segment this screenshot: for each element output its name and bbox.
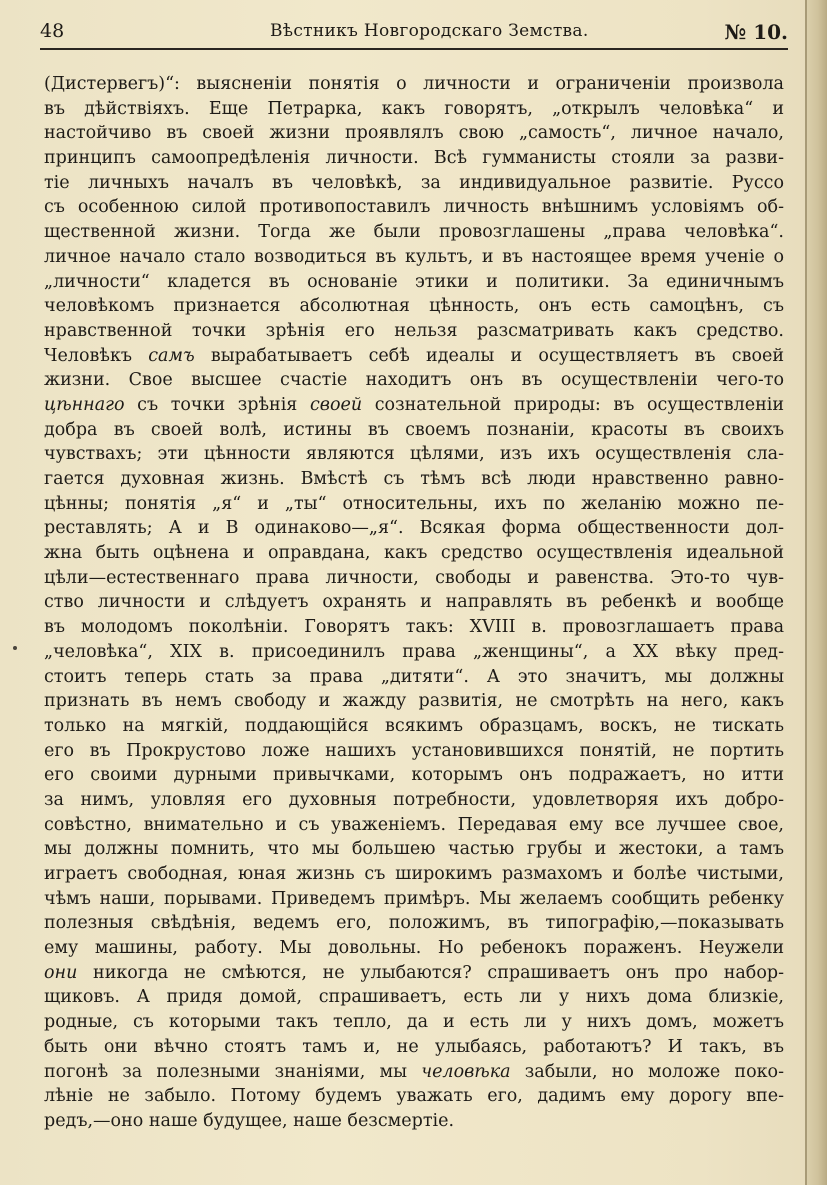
text-segment: цѣли—естественнаго права личности, свободы и равенства. Это-то чув-	[44, 567, 784, 588]
text-line	[44, 837, 784, 862]
text-line	[44, 689, 784, 714]
text-segment: реставлять; А и В одинаково—„я“. Всякая форма общественности дол-	[44, 518, 784, 539]
page-number: 48	[40, 20, 65, 42]
text-segment: совѣстно, внимательно и съ уваженіемъ. Передавая ему все лучшее свое,	[44, 814, 784, 835]
header-rule	[40, 48, 788, 50]
text-line	[44, 319, 784, 344]
text-segment: въ молодомъ поколѣніи. Говорятъ такъ: XVIII в. провозглашаетъ права	[44, 617, 784, 638]
text-line	[44, 665, 784, 690]
text-line	[44, 862, 784, 887]
text-segment: „человѣка“, XIX в. присоединилъ права „женщины“, а XX вѣку пред-	[44, 641, 784, 662]
text-line	[44, 936, 784, 961]
text-line	[44, 492, 784, 517]
text-line	[44, 344, 784, 369]
text-line	[44, 887, 784, 912]
text-line	[44, 97, 784, 122]
text-segment: мы должны помнить, что мы большею частью грубы и жестоки, а тамъ	[44, 839, 784, 860]
text-segment: „личности“ кладется въ основаніе этики и политики. За единичнымъ	[44, 271, 784, 292]
text-line	[44, 516, 784, 541]
text-line	[44, 195, 784, 220]
text-segment: съ точки зрѣнія	[124, 394, 310, 415]
text-line	[44, 1084, 784, 1109]
text-line	[44, 763, 784, 788]
text-segment: родные, съ которыми такъ тепло, да и есть ли у нихъ домъ, можетъ	[44, 1012, 784, 1033]
text-segment: добра въ своей волѣ, истины въ своемъ познаніи, красоты въ своихъ	[44, 419, 784, 440]
text-line	[44, 541, 784, 566]
text-segment: только на мягкій, поддающійся всякимъ образцамъ, воскъ, не тискать	[44, 715, 784, 736]
text-line	[44, 418, 784, 443]
text-line	[44, 615, 784, 640]
text-segment: погонѣ за полезными знаніями, мы	[44, 1061, 422, 1082]
text-segment: жизни. Свое высшее счастіе находитъ онъ въ осуществленіи чего-то	[44, 370, 784, 391]
text-segment: быть они вѣчно стоятъ тамъ и, не улыбаясь, работаютъ? И такъ, въ	[44, 1036, 784, 1057]
italic-text: своей	[309, 394, 363, 415]
text-segment: принципъ самоопредѣленія личности. Всѣ гумманисты стояли за разви-	[44, 148, 784, 169]
text-segment: съ особенною силой противопоставилъ личность внѣшнимъ условіямъ об-	[44, 197, 784, 218]
text-segment: чѣмъ наши, порывами. Приведемъ примѣръ. Мы желаемъ сообщить ребенку	[44, 888, 784, 909]
text-segment: нравственной точки зрѣнія его нельзя разсматривать какъ средство.	[44, 320, 784, 341]
text-line	[44, 270, 784, 295]
text-line	[44, 1109, 784, 1134]
text-line	[44, 739, 784, 764]
text-segment: признать въ немъ свободу и жажду развитія, не смотрѣть на него, какъ	[44, 691, 784, 712]
text-line	[44, 1060, 784, 1085]
body-text	[44, 72, 784, 1134]
text-line	[44, 985, 784, 1010]
italic-text: самъ	[148, 345, 195, 366]
text-line	[44, 220, 784, 245]
text-segment: щественной жизни. Тогда же были провозглашены „права человѣка“.	[44, 222, 784, 243]
text-line	[44, 714, 784, 739]
italic-text: они	[44, 962, 78, 983]
text-line	[44, 467, 784, 492]
page-header	[40, 20, 788, 46]
text-line	[44, 171, 784, 196]
text-segment: человѣкомъ признается абсолютная цѣнность, онъ есть самоцѣнъ, съ	[44, 296, 784, 317]
text-segment: щиковъ. А придя домой, спрашиваетъ, есть ли у нихъ дома близкіе,	[44, 987, 784, 1008]
page-edge	[805, 0, 827, 1185]
text-line	[44, 294, 784, 319]
text-segment: стоитъ теперь стать за права „дитяти“. А это значитъ, мы должны	[44, 666, 784, 687]
text-segment: лѣніе не забыло. Потому будемъ уважать его, дадимъ ему дорогу впе-	[44, 1086, 784, 1107]
italic-text: цѣннаго	[44, 394, 125, 415]
text-line	[44, 121, 784, 146]
text-segment: ему машины, работу. Мы довольны. Но ребенокъ пораженъ. Неужели	[44, 938, 784, 959]
text-segment: его своими дурными привычками, которымъ онъ подражаетъ, но итти	[44, 765, 784, 786]
text-segment: никогда не смѣются, не улыбаются? спрашиваетъ онъ про набор-	[77, 962, 784, 983]
text-line	[44, 393, 784, 418]
text-segment: (Дистервегъ)“: выясненіи понятія о личности и ограниченіи произвола	[44, 74, 784, 94]
text-segment: вырабатываетъ себѣ идеалы и осуществляетъ въ своей	[194, 345, 784, 366]
text-segment: полезныя свѣдѣнія, ведемъ его, положимъ, въ типографію,—показывать	[44, 913, 784, 934]
text-segment: ство личности и слѣдуетъ охранять и направлять въ ребенкѣ и вообще	[44, 592, 784, 613]
text-line	[44, 590, 784, 615]
text-line	[44, 368, 784, 393]
text-line	[44, 788, 784, 813]
text-segment: Человѣкъ	[44, 345, 149, 366]
margin-mark	[13, 646, 17, 650]
issue-number: № 10.	[724, 20, 788, 44]
page-edge-line	[805, 0, 807, 1185]
journal-title: Вѣстникъ Новгородскаго Земства.	[270, 21, 589, 41]
text-segment: редъ,—оно наше будущее, наше безсмертіе.	[44, 1110, 455, 1131]
text-line	[44, 245, 784, 270]
text-line	[44, 146, 784, 171]
text-segment: тіе личныхъ началъ въ человѣкѣ, за индивидуальное развитіе. Руссо	[44, 172, 784, 193]
text-segment: играетъ свободная, юная жизнь съ широкимъ размахомъ и болѣе чистыми,	[44, 864, 784, 884]
text-segment: въ дѣйствіяхъ. Еще Петрарка, какъ говорятъ, „открылъ человѣка“ и	[44, 98, 784, 119]
text-segment: чувствахъ; эти цѣнности являются цѣлями, изъ ихъ осуществленія сла-	[44, 444, 784, 465]
text-line	[44, 442, 784, 467]
text-line	[44, 813, 784, 838]
text-segment: жна быть оцѣнена и оправдана, какъ средство осуществленія идеальной	[44, 543, 784, 564]
text-segment: забыли, но моложе поко-	[510, 1061, 784, 1082]
text-segment: сознательной природы: въ осуществленіи	[362, 394, 784, 415]
text-segment: за нимъ, уловляя его духовныя потребности, удовлетворяя ихъ добро-	[44, 789, 784, 810]
text-line	[44, 640, 784, 665]
text-line	[44, 961, 784, 986]
text-segment: цѣнны; понятія „я“ и „ты“ относительны, ихъ по желанію можно пе-	[44, 493, 784, 514]
text-line	[44, 566, 784, 591]
text-line	[44, 72, 784, 97]
italic-text: человѣка	[421, 1061, 511, 1082]
text-segment: личное начало стало возводиться въ культъ, и въ настоящее время ученіе о	[44, 246, 784, 267]
text-segment: гается духовная жизнь. Вмѣстѣ съ тѣмъ всѣ люди нравственно равно-	[44, 469, 784, 489]
text-line	[44, 911, 784, 936]
text-segment: его въ Прокрустово ложе нашихъ установившихся понятій, не портить	[44, 740, 784, 761]
text-line	[44, 1035, 784, 1060]
text-line	[44, 1010, 784, 1035]
text-segment: настойчиво въ своей жизни проявлялъ свою „самость“, личное начало,	[44, 123, 784, 144]
